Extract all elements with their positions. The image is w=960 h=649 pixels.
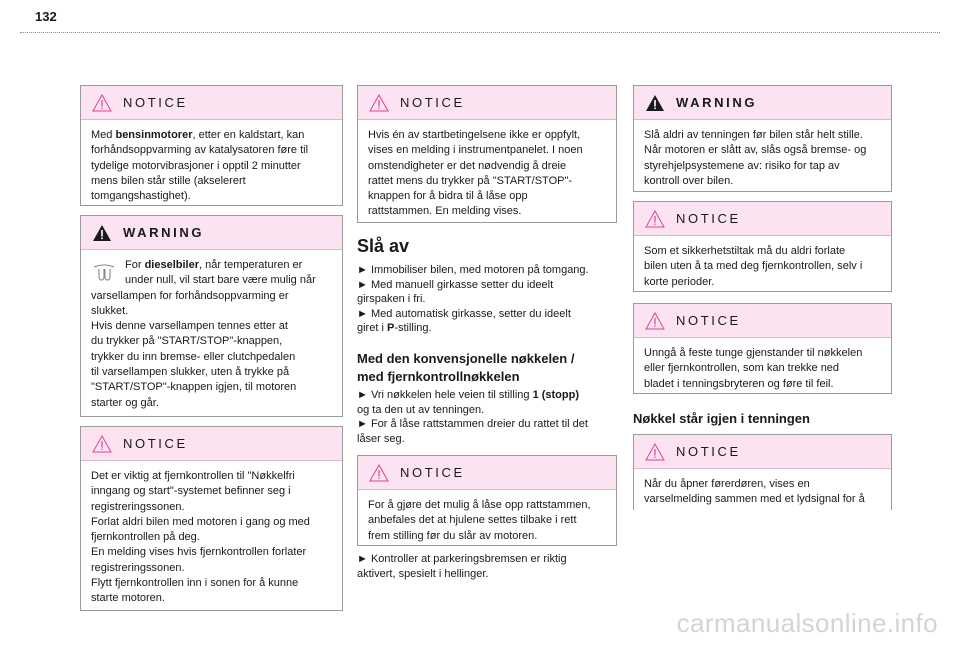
notice-body: Med bensinmotorer, etter en kaldstart, kan forhåndsoppvarming av katalysatoren føre til tydelige motorvibrasjoner i opptil 2 minutter mens bilen står stille (akselerert tomgangshastighet). — [91, 129, 309, 203]
warning-box-ignition — [633, 85, 892, 192]
warning-body: For dieselbiler, når temperaturen er under null, vil start bare være mulig når varsellampen for forhåndsoppvarming er slukket. Hvis denne varsellampen tennes etter at du trykker på "START/STOP"-knappen, trykker du inn bremse- eller clutchpedalen til varsellampen slukker, uten å trykke på "START/STOP"-knappen igjen, til motoren starter og går. — [91, 259, 316, 409]
notice-box-steering-lock — [357, 455, 617, 546]
notice-title: NOTICE — [676, 313, 741, 328]
notice-title: NOTICE — [676, 211, 741, 226]
top-divider — [20, 32, 940, 33]
caution-outline-icon — [369, 464, 389, 482]
notice-box-key-left — [633, 434, 892, 510]
notice-box-start-conditions — [357, 85, 617, 223]
notice-title: NOTICE — [123, 95, 188, 110]
notice-box-keyless — [80, 426, 343, 611]
section-heading-key-left: Nøkkel står igjen i tenningen — [633, 411, 810, 426]
warning-body: Slå aldri av tenningen før bilen står helt stille. Når motoren er slått av, slås også bremse- og styrehjelpsystemene av: risiko for tap av kontroll over bilen. — [644, 129, 867, 187]
notice-box-petrol — [80, 85, 343, 206]
caution-outline-icon — [369, 94, 389, 112]
notice-header — [81, 427, 342, 461]
notice-header — [81, 86, 342, 120]
notice-box-heavy-objects — [633, 303, 892, 394]
notice-body: Når du åpner førerdøren, vises en varselmelding sammen med et lydsignal for å — [644, 478, 865, 506]
notice-header — [634, 304, 891, 338]
warning-filled-icon — [645, 94, 665, 112]
notice-title: NOTICE — [400, 465, 465, 480]
watermark: carmanualsonline.info — [676, 608, 938, 638]
warning-title: WARNING — [676, 95, 758, 110]
section-heading-switch-off: Slå av — [357, 236, 410, 256]
notice-title: NOTICE — [400, 95, 465, 110]
notice-header — [634, 202, 891, 236]
notice-body: For å gjøre det mulig å låse opp rattstammen, anbefales det at hjulene settes tilbake i rett frem stilling før du slår av motoren. — [368, 499, 591, 542]
warning-header — [81, 216, 342, 250]
warning-title: WARNING — [123, 225, 205, 240]
page-number: 132 — [35, 9, 57, 24]
notice-box-remote-safety — [633, 201, 892, 292]
caution-outline-icon — [645, 210, 665, 228]
caution-outline-icon — [645, 443, 665, 461]
caution-outline-icon — [92, 435, 112, 453]
warning-box-diesel — [80, 215, 343, 417]
subheading-conventional-key: Med den konvensjonelle nøkkelen / med fjernkontrollnøkkelen — [357, 351, 575, 384]
caution-outline-icon — [92, 94, 112, 112]
notice-body: Det er viktig at fjernkontrollen til "Nøkkelfri inngang og start"-systemet befinner seg i registreringssonen. Forlat aldri bilen med motoren i gang og med fjernkontrollen på deg. En melding vises hvis fjernkontrollen forlater registreringssonen. Flytt fjernkontrollen inn i sonen for å kunne starte motoren. — [91, 470, 310, 605]
notice-header — [358, 86, 616, 120]
notice-body: Hvis én av startbetingelsene ikke er oppfylt, vises en melding i instrumentpanelet. I noen omstendigheter er det nødvendig å dreie rattet mens du trykker på "START/STOP"- knappen for å bidra til å låse opp rattstammen. En melding vises. — [368, 129, 583, 218]
caution-outline-icon — [645, 312, 665, 330]
notice-body: Unngå å feste tunge gjenstander til nøkkelen eller fjernkontrollen, som kan trekke ned bladet i tenningsbryteren og føre til feil. — [644, 347, 863, 390]
glow-plug-lamp-icon — [91, 261, 117, 283]
notice-body: Som et sikkerhetstiltak må du aldri forlate bilen uten å ta med deg fjernkontrollen, selv i korte perioder. — [644, 245, 863, 288]
warning-header — [634, 86, 891, 120]
warning-filled-icon — [92, 224, 112, 242]
notice-title: NOTICE — [123, 436, 188, 451]
switch-off-steps: ► Immobiliser bilen, med motoren på tomgang. ► Med manuell girkasse setter du ideelt girspaken i fri. ► Med automatisk girkasse, setter du ideelt giret i P-stilling. — [357, 264, 589, 335]
notice-header — [634, 435, 891, 469]
key-steps: ► Vri nøkkelen hele veien til stilling 1 (stopp) og ta den ut av tenningen. ► For å låse rattstammen dreier du rattet til det låser seg. — [357, 389, 588, 445]
notice-header — [358, 456, 616, 490]
notice-title: NOTICE — [676, 444, 741, 459]
parking-brake-step: ► Kontroller at parkeringsbremsen er riktig aktivert, spesielt i hellinger. — [357, 553, 567, 580]
